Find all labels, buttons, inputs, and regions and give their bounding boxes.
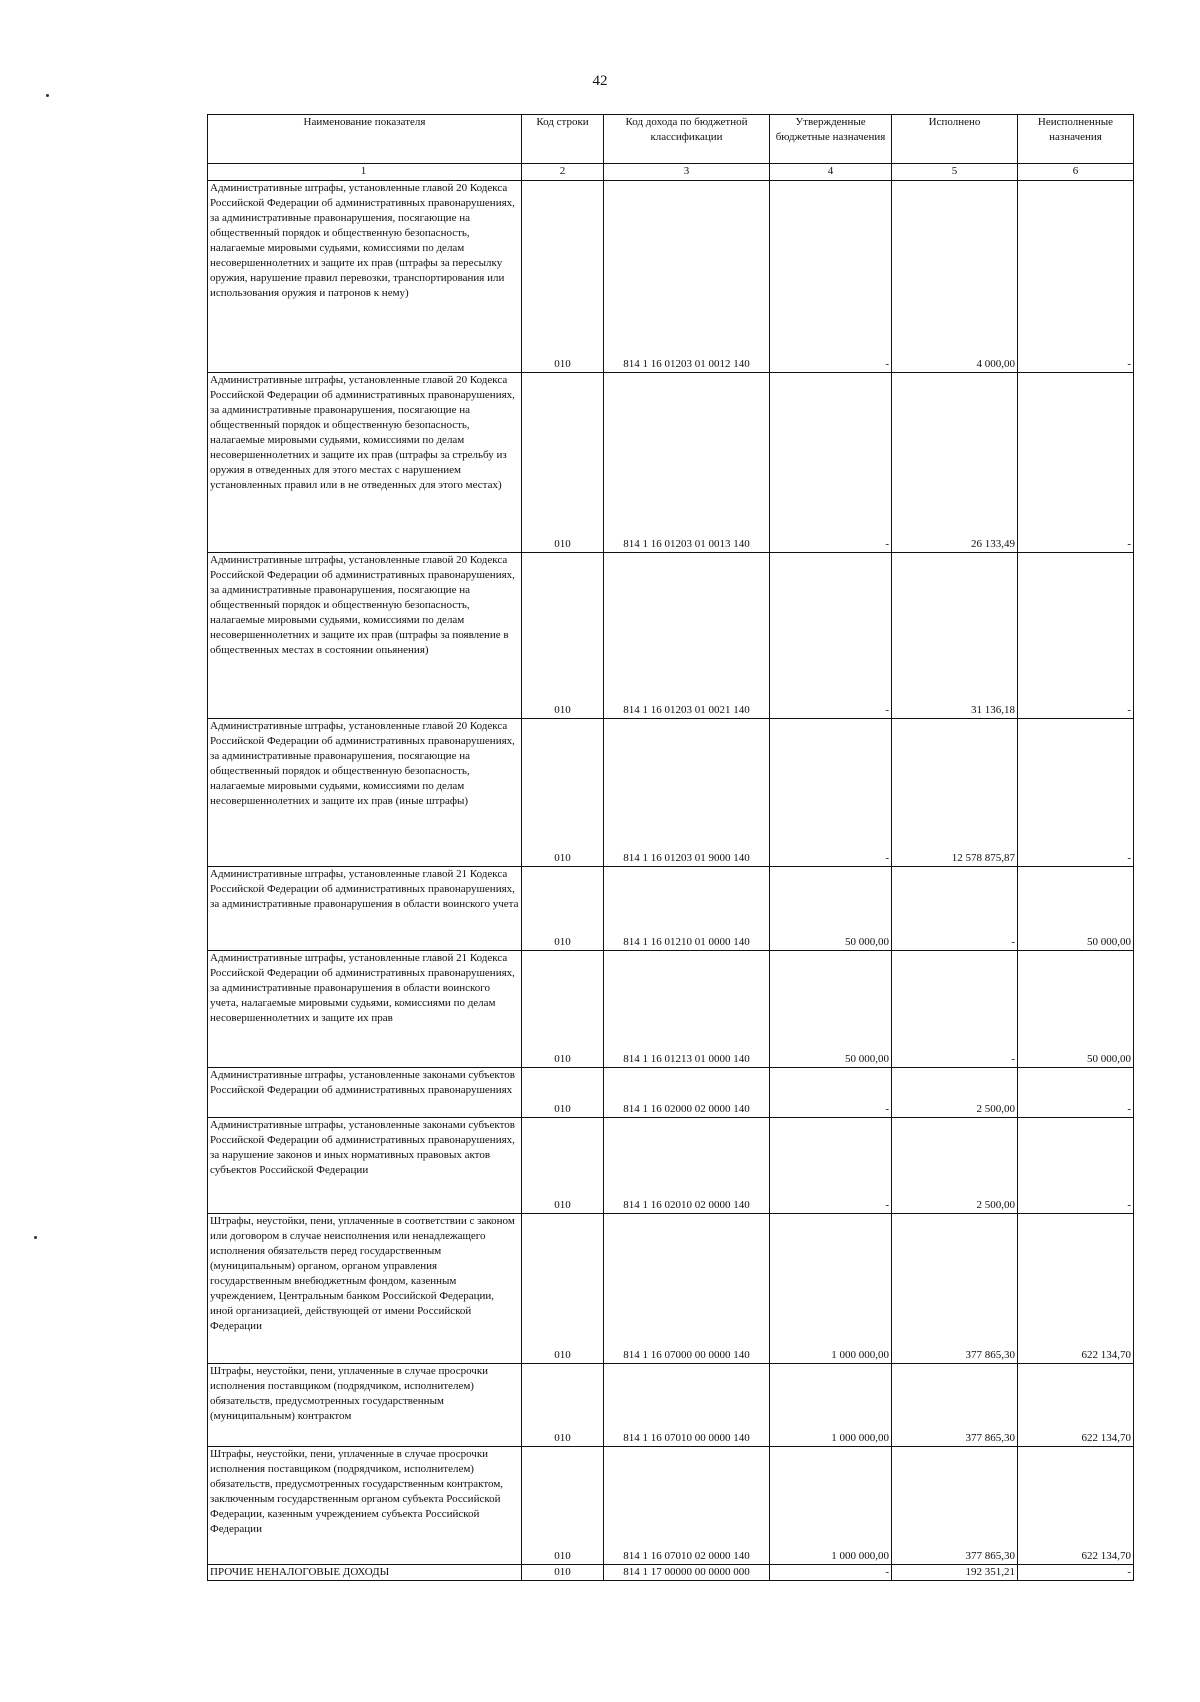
line-code: 010: [522, 951, 604, 1068]
header-executed: Исполнено: [892, 115, 1018, 164]
income-code: 814 1 17 00000 00 0000 000: [604, 1565, 770, 1581]
line-code: 010: [522, 553, 604, 719]
unexecuted-value: -: [1018, 553, 1134, 719]
table-row: [208, 867, 1134, 951]
approved-value: -: [770, 1565, 892, 1581]
column-number: 2: [522, 164, 604, 181]
page-number: 42: [592, 73, 608, 89]
income-code: 814 1 16 02000 02 0000 140: [604, 1068, 770, 1118]
approved-value: 1 000 000,00: [770, 1214, 892, 1364]
table-row: [208, 1565, 1134, 1581]
approved-value: -: [770, 553, 892, 719]
income-code: 814 1 16 01203 01 9000 140: [604, 719, 770, 867]
unexecuted-value: 50 000,00: [1018, 951, 1134, 1068]
indicator-name: Административные штрафы, установленные главой 20 Кодекса Российской Федерации об административных правонарушениях, за административные правонарушения, посягающие на общественный порядок и общественную безопасность, налагаемые мировыми судьями, комиссиями по делам несовершеннолетних и защите их прав (иные штрафы): [208, 719, 522, 867]
unexecuted-value: -: [1018, 1565, 1134, 1581]
line-code: 010: [522, 1364, 604, 1447]
unexecuted-value: -: [1018, 1068, 1134, 1118]
income-code: 814 1 16 01210 01 0000 140: [604, 867, 770, 951]
approved-value: -: [770, 1068, 892, 1118]
income-code: 814 1 16 07000 00 0000 140: [604, 1214, 770, 1364]
line-code: 010: [522, 181, 604, 373]
budget-execution-table: [207, 114, 1134, 1581]
indicator-name: Административные штрафы, установленные главой 20 Кодекса Российской Федерации об административных правонарушениях, за административные правонарушения, посягающие на общественный порядок и общественную безопасность, налагаемые мировыми судьями, комиссиями по делам несовершеннолетних и защите их прав (штрафы за стрельбу из оружия в отведенных для этого местах с нарушением установленных правил или в не отведенных для этого местах): [208, 373, 522, 553]
income-code: 814 1 16 01203 01 0013 140: [604, 373, 770, 553]
unexecuted-value: -: [1018, 181, 1134, 373]
approved-value: -: [770, 181, 892, 373]
table-row: [208, 373, 1134, 553]
header-unexecuted: Неисполненные назначения: [1018, 115, 1134, 164]
executed-value: 192 351,21: [892, 1565, 1018, 1581]
approved-value: -: [770, 1118, 892, 1214]
income-code: 814 1 16 07010 02 0000 140: [604, 1447, 770, 1565]
unexecuted-value: 622 134,70: [1018, 1364, 1134, 1447]
indicator-name: Административные штрафы, установленные главой 21 Кодекса Российской Федерации об административных правонарушениях, за административные правонарушения в области воинского учета, налагаемые мировыми судьями, комиссиями по делам несовершеннолетних и защите их прав: [208, 951, 522, 1068]
column-number: 3: [604, 164, 770, 181]
column-number: 4: [770, 164, 892, 181]
executed-value: 26 133,49: [892, 373, 1018, 553]
approved-value: 50 000,00: [770, 867, 892, 951]
indicator-name: Административные штрафы, установленные главой 20 Кодекса Российской Федерации об административных правонарушениях, за административные правонарушения, посягающие на общественный порядок и общественную безопасность, налагаемые мировыми судьями, комиссиями по делам несовершеннолетних и защите их прав (штрафы за появление в общественных местах в состоянии опьянения): [208, 553, 522, 719]
income-code: 814 1 16 01213 01 0000 140: [604, 951, 770, 1068]
indicator-name: Административные штрафы, установленные законами субъектов Российской Федерации об административных правонарушениях: [208, 1068, 522, 1118]
table-row: [208, 553, 1134, 719]
approved-value: -: [770, 719, 892, 867]
column-number: 1: [208, 164, 522, 181]
line-code: 010: [522, 867, 604, 951]
income-code: 814 1 16 01203 01 0012 140: [604, 181, 770, 373]
executed-value: 377 865,30: [892, 1214, 1018, 1364]
executed-value: 12 578 875,87: [892, 719, 1018, 867]
indicator-name: Административные штрафы, установленные главой 21 Кодекса Российской Федерации об административных правонарушениях, за административные правонарушения в области воинского учета: [208, 867, 522, 951]
executed-value: -: [892, 867, 1018, 951]
header-income-code: Код дохода по бюджетной классификации: [604, 115, 770, 164]
unexecuted-value: 622 134,70: [1018, 1214, 1134, 1364]
executed-value: 4 000,00: [892, 181, 1018, 373]
table-row: [208, 951, 1134, 1068]
executed-value: 377 865,30: [892, 1364, 1018, 1447]
table-row: [208, 1364, 1134, 1447]
income-code: 814 1 16 07010 00 0000 140: [604, 1364, 770, 1447]
indicator-name: Штрафы, неустойки, пени, уплаченные в случае просрочки исполнения поставщиком (подрядчиком, исполнителем) обязательств, предусмотренных государственным (муниципальным) контрактом: [208, 1364, 522, 1447]
executed-value: 2 500,00: [892, 1118, 1018, 1214]
approved-value: 1 000 000,00: [770, 1447, 892, 1565]
column-number: 6: [1018, 164, 1134, 181]
table-row: [208, 1447, 1134, 1565]
indicator-name: Административные штрафы, установленные главой 20 Кодекса Российской Федерации об административных правонарушениях, за административные правонарушения, посягающие на общественный порядок и общественную безопасность, налагаемые мировыми судьями, комиссиями по делам несовершеннолетних и защите их прав (штрафы за пересылку оружия, нарушение правил перевозки, транспортирования или использования оружия и патронов к нему): [208, 181, 522, 373]
line-code: 010: [522, 1118, 604, 1214]
unexecuted-value: -: [1018, 719, 1134, 867]
unexecuted-value: 622 134,70: [1018, 1447, 1134, 1565]
table-row: [208, 1068, 1134, 1118]
table-row: [208, 1118, 1134, 1214]
table-row: [208, 1214, 1134, 1364]
line-code: 010: [522, 719, 604, 867]
approved-value: 50 000,00: [770, 951, 892, 1068]
header-approved: Утвержденные бюджетные назначения: [770, 115, 892, 164]
header-line-code: Код строки: [522, 115, 604, 164]
unexecuted-value: -: [1018, 1118, 1134, 1214]
indicator-name: ПРОЧИЕ НЕНАЛОГОВЫЕ ДОХОДЫ: [208, 1565, 522, 1581]
indicator-name: Штрафы, неустойки, пени, уплаченные в случае просрочки исполнения поставщиком (подрядчиком, исполнителем) обязательств, предусмотренных государственным контрактом, заключенным государственным органом субъекта Российской Федерации, казенным учреждением субъекта Российской Федерации: [208, 1447, 522, 1565]
unexecuted-value: -: [1018, 373, 1134, 553]
table-row: [208, 181, 1134, 373]
line-code: 010: [522, 373, 604, 553]
scan-speck: [46, 94, 49, 97]
income-code: 814 1 16 02010 02 0000 140: [604, 1118, 770, 1214]
indicator-name: Административные штрафы, установленные законами субъектов Российской Федерации об административных правонарушениях, за нарушение законов и иных нормативных правовых актов субъектов Российской Федерации: [208, 1118, 522, 1214]
table-header-row: [208, 115, 1134, 164]
executed-value: 31 136,18: [892, 553, 1018, 719]
line-code: 010: [522, 1214, 604, 1364]
executed-value: 2 500,00: [892, 1068, 1018, 1118]
income-code: 814 1 16 01203 01 0021 140: [604, 553, 770, 719]
executed-value: 377 865,30: [892, 1447, 1018, 1565]
scan-speck: [34, 1236, 37, 1239]
unexecuted-value: 50 000,00: [1018, 867, 1134, 951]
table-row: [208, 719, 1134, 867]
approved-value: -: [770, 373, 892, 553]
header-indicator-name: Наименование показателя: [208, 115, 522, 164]
column-number: 5: [892, 164, 1018, 181]
column-number-row: [208, 164, 1134, 181]
executed-value: -: [892, 951, 1018, 1068]
indicator-name: Штрафы, неустойки, пени, уплаченные в соответствии с законом или договором в случае неисполнения или ненадлежащего исполнения обязательств перед государственным (муниципальным) органом, органом управления государственным внебюджетным фондом, казенным учреждением, Центральным банком Российской Федерации, иной организацией, действующей от имени Российской Федерации: [208, 1214, 522, 1364]
line-code: 010: [522, 1447, 604, 1565]
approved-value: 1 000 000,00: [770, 1364, 892, 1447]
line-code: 010: [522, 1565, 604, 1581]
line-code: 010: [522, 1068, 604, 1118]
